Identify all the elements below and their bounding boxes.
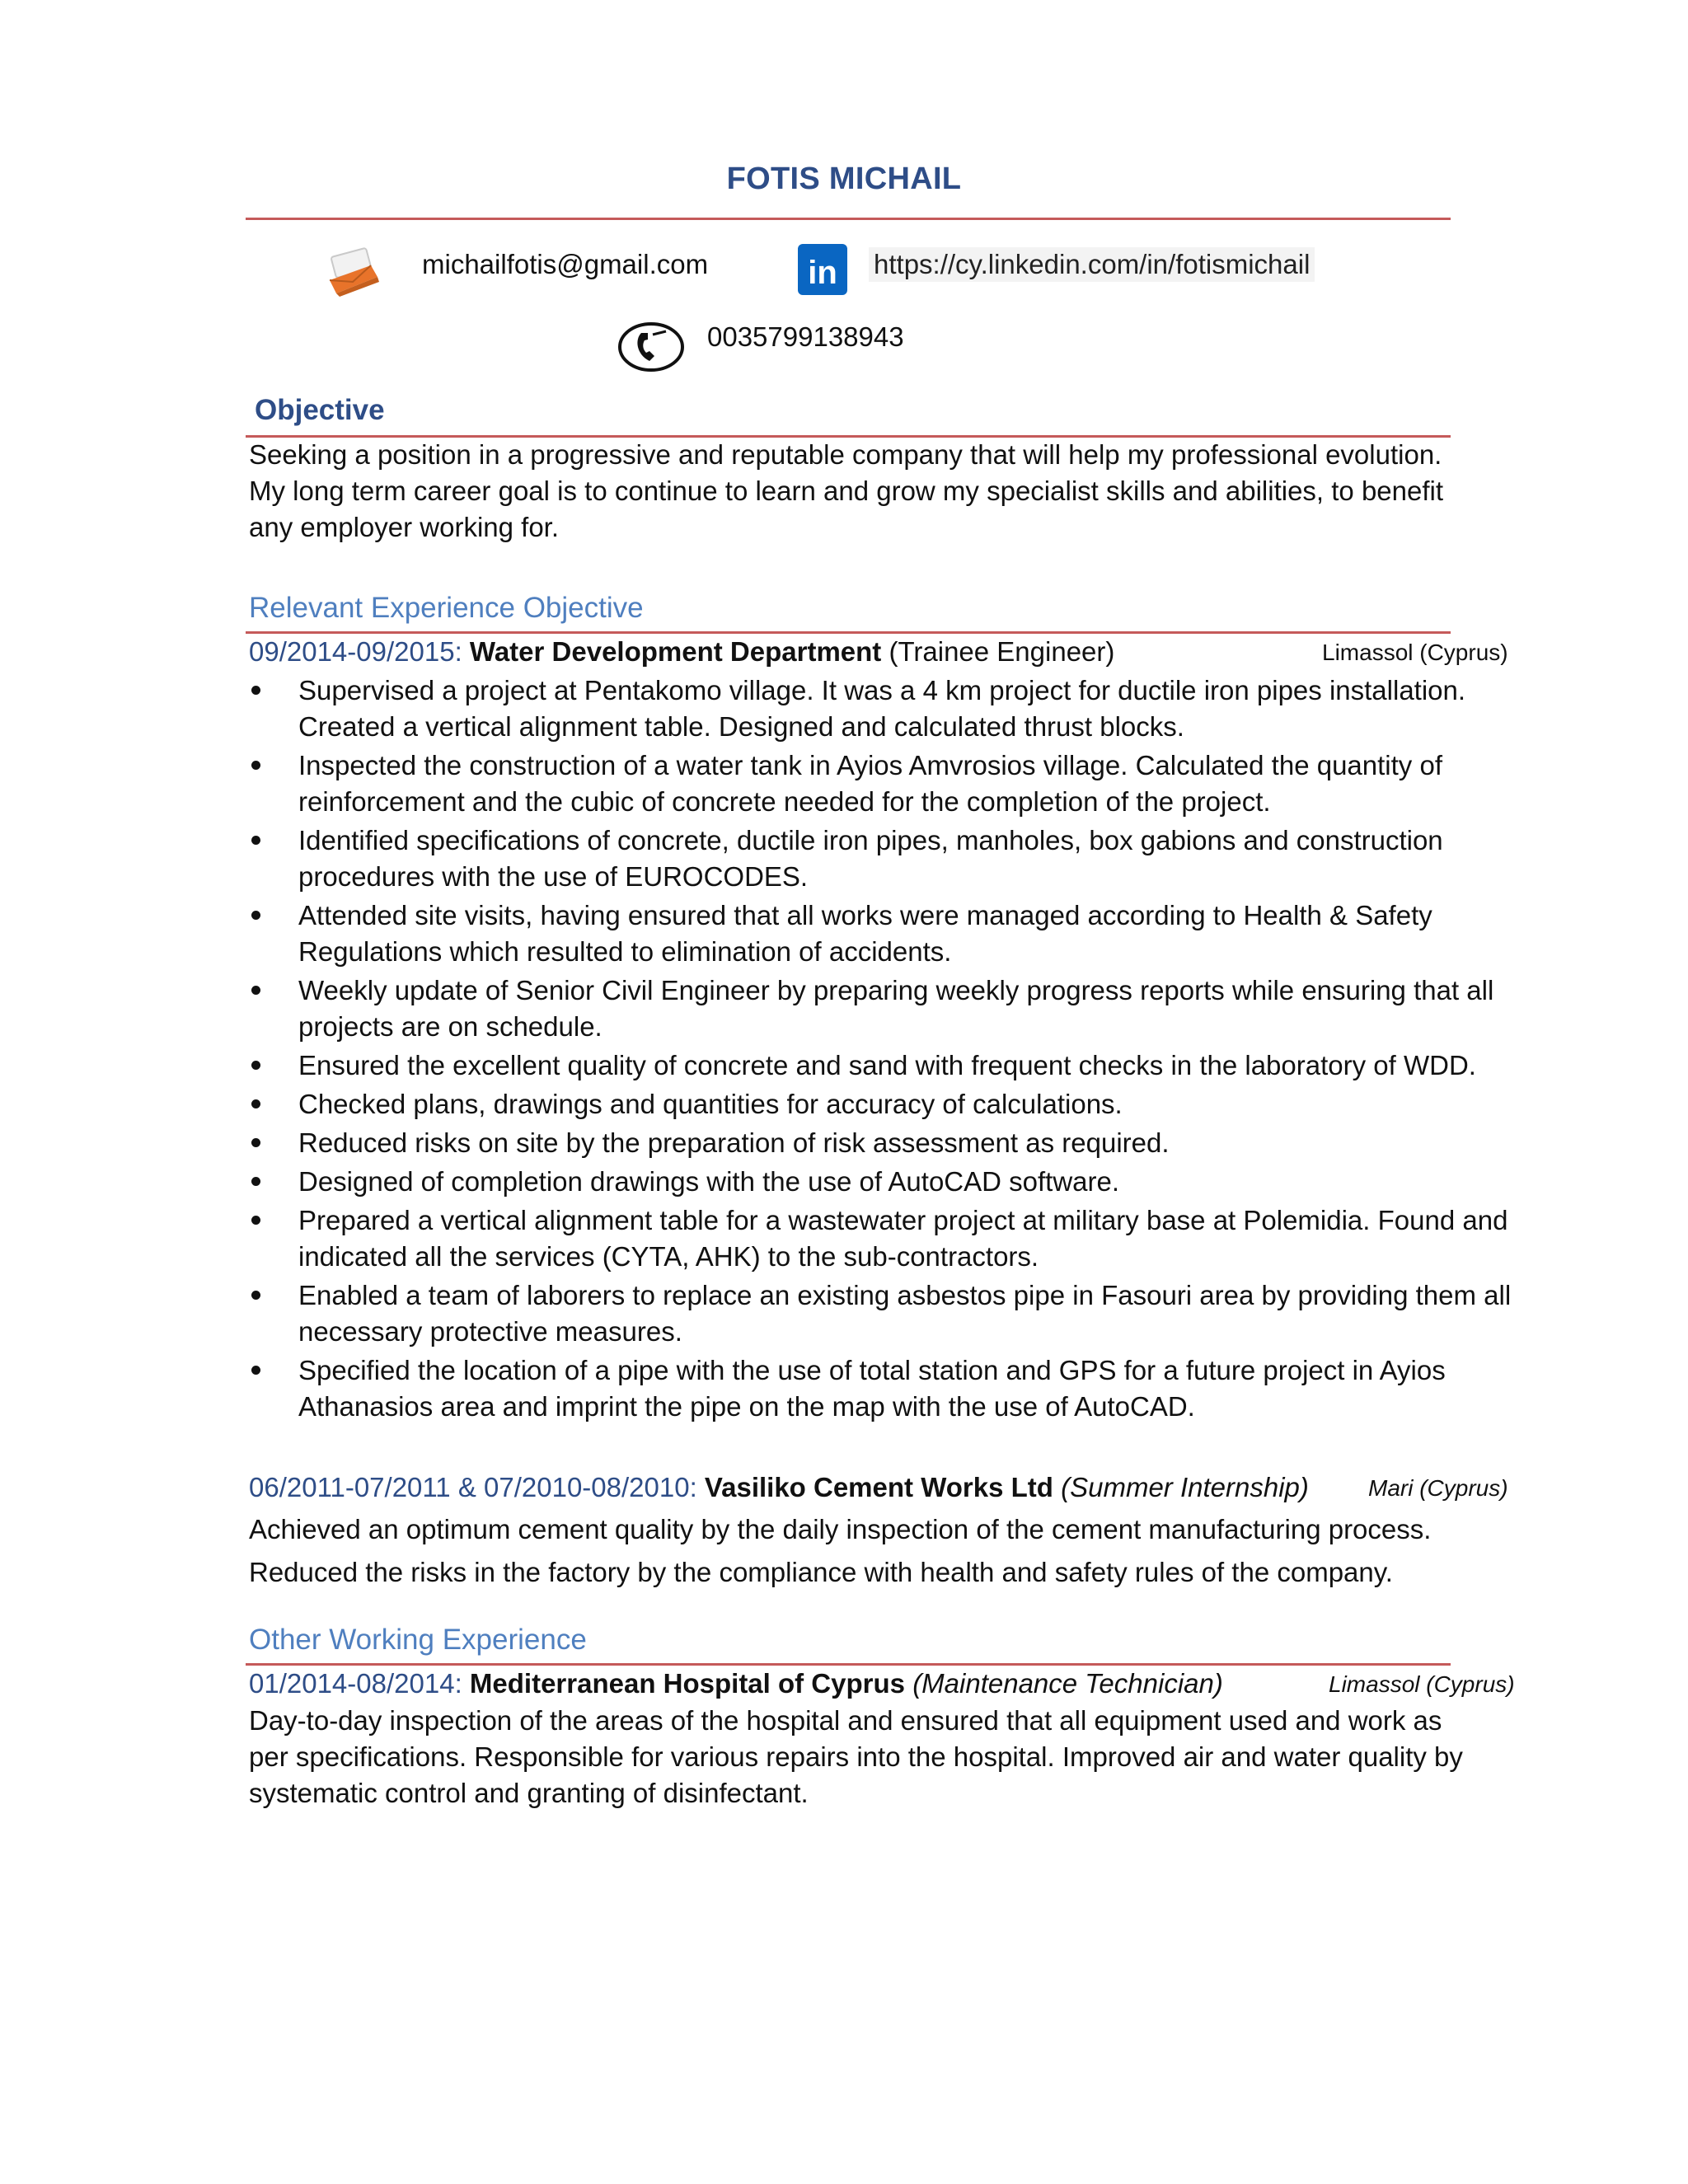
job1-header	[249, 636, 1114, 668]
other-divider	[246, 1663, 1451, 1666]
job2-organization: Vasiliko Cement Works Ltd	[704, 1472, 1053, 1502]
list-item: Designed of completion drawings with the use of AutoCAD software.	[239, 1164, 1525, 1200]
job1-organization: Water Development Department	[469, 636, 882, 667]
svg-text:in: in	[808, 255, 837, 291]
linkedin-icon[interactable]	[798, 244, 847, 295]
job1-bullet-list	[239, 673, 1525, 1427]
list-item: Inspected the construction of a water tank in Ayios Amvrosios village. Calculated the quantity of reinforcement and the cubic of concrete needed for the completion of the project.	[239, 748, 1525, 820]
objective-line: Seeking a position in a progressive and reputable company that will help my professional evolution.	[249, 439, 1442, 470]
list-item: Enabled a team of laborers to replace an existing asbestos pipe in Fasouri area by providing them all necessary protective measures.	[239, 1277, 1525, 1350]
job3-dates: 01/2014-08/2014:	[249, 1668, 462, 1699]
email-text[interactable]: michailfotis@gmail.com	[422, 249, 709, 279]
list-item: Specified the location of a pipe with the use of total station and GPS for a future project in Ayios Athanasios area and imprint the pipe on the map with the use of AutoCAD.	[239, 1352, 1525, 1425]
candidate-name: FOTIS MICHAIL	[726, 162, 962, 196]
job3-organization: Mediterranean Hospital of Cyprus	[469, 1668, 906, 1699]
list-item: Checked plans, drawings and quantities for accuracy of calculations.	[239, 1086, 1525, 1122]
job1-location: Limassol (Cyprus)	[1322, 640, 1508, 665]
job3-description	[249, 1703, 1625, 1811]
job2-line: Reduced the risks in the factory by the compliance with health and safety rules of the company.	[249, 1557, 1393, 1587]
list-item: Weekly update of Senior Civil Engineer by preparing weekly progress reports while ensuring that all projects are on schedule.	[239, 972, 1525, 1045]
phone-text[interactable]: 0035799138943	[707, 321, 904, 352]
job3-header	[249, 1668, 1223, 1699]
job2-line: Achieved an optimum cement quality by the daily inspection of the cement manufacturing process.	[249, 1514, 1432, 1544]
relevant-experience-heading: Relevant Experience Objective	[249, 592, 644, 624]
job2-header	[249, 1472, 1309, 1503]
list-item: Prepared a vertical alignment table for a wastewater project at military base at Polemidia. Found and indicated all the services (CYTA, AHK) to the sub-contractors.	[239, 1202, 1525, 1275]
objective-line: any employer working for.	[249, 512, 560, 542]
relevant-divider	[246, 631, 1451, 634]
job1-role: (Trainee Engineer)	[889, 636, 1115, 667]
job3-line: systematic control and granting of disinfectant.	[249, 1778, 809, 1808]
list-item: Reduced risks on site by the preparation of risk assessment as required.	[239, 1125, 1525, 1161]
job2-dates: 06/2011-07/2011 & 07/2010-08/2010:	[249, 1472, 697, 1502]
email-icon	[325, 244, 384, 302]
list-item: Supervised a project at Pentakomo village. It was a 4 km project for ductile iron pipes installation. Created a vertical alignment table. Designed and calculated thrust blocks.	[239, 673, 1525, 745]
list-item: Ensured the excellent quality of concrete and sand with frequent checks in the laboratory of WDD.	[239, 1047, 1525, 1084]
job3-line: per specifications. Responsible for various repairs into the hospital. Improved air and water quality by	[249, 1741, 1463, 1772]
job2-location: Mari (Cyprus)	[1368, 1475, 1508, 1501]
job2-role: (Summer Internship)	[1061, 1472, 1309, 1502]
header-divider	[246, 218, 1451, 220]
other-experience-heading: Other Working Experience	[249, 1624, 587, 1656]
job3-role: (Maintenance Technician)	[912, 1668, 1223, 1699]
job1-dates: 09/2014-09/2015:	[249, 636, 462, 667]
objective-heading: Objective	[255, 394, 385, 426]
job3-location: Limassol (Cyprus)	[1329, 1671, 1515, 1697]
phone-icon	[617, 320, 686, 374]
linkedin-link[interactable]: https://cy.linkedin.com/in/fotismichail	[869, 247, 1315, 282]
job3-line: Day-to-day inspection of the areas of the hospital and ensured that all equipment used and work as	[249, 1705, 1442, 1736]
list-item: Identified specifications of concrete, ductile iron pipes, manholes, box gabions and construction procedures with the use of EUROCODES.	[239, 823, 1525, 895]
job2-description	[249, 1508, 1625, 1594]
objective-text	[249, 437, 1625, 546]
list-item: Attended site visits, having ensured that all works were managed according to Health & Safety Regulations which resulted to elimination of accidents.	[239, 898, 1525, 970]
objective-line: My long term career goal is to continue to learn and grow my specialist skills and abilities, to benefit	[249, 476, 1444, 506]
